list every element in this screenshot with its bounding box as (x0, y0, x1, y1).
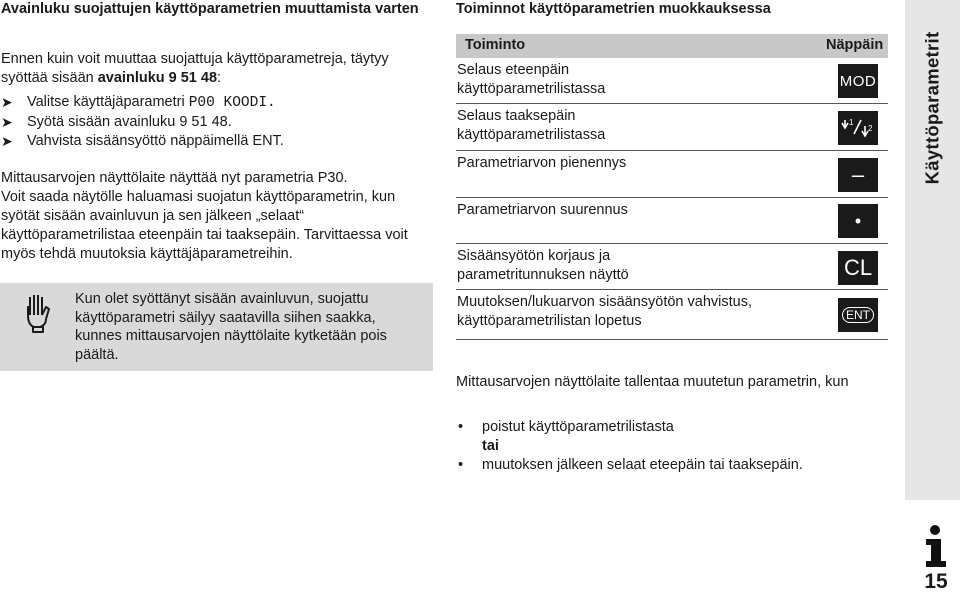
steps-list (1, 93, 431, 151)
row-line2: käyttöparametrilistassa (457, 127, 606, 143)
key-label: – (851, 162, 865, 187)
list-item (456, 418, 876, 437)
bullet-list (456, 418, 876, 475)
conjunction-text: tai (482, 438, 499, 454)
minus-key-button[interactable] (838, 158, 878, 192)
axis-select-icon (841, 114, 875, 143)
step-item (1, 132, 431, 151)
step1-text: Valitse käyttäjäparametri (27, 94, 189, 110)
axis-select-key-button[interactable] (838, 111, 878, 145)
svg-text:2: 2 (868, 123, 873, 133)
intro-end: : (217, 70, 222, 86)
intro-paragraph (1, 50, 431, 88)
row-line1: Selaus eteenpäin (457, 62, 570, 78)
row-text (457, 293, 817, 331)
page-number: 15 (924, 570, 948, 593)
info-icon (914, 523, 960, 569)
table-row (456, 104, 888, 151)
para1-line1: Mittausarvojen näyttölaite näyttää nyt parametria P30. (1, 170, 348, 186)
row-line1: Sisäänsyötön korjaus ja (457, 248, 611, 264)
key-label: • (854, 210, 862, 231)
row-text (457, 154, 817, 173)
pointing-hand-icon (24, 293, 54, 333)
parameter-paragraph (1, 169, 431, 264)
key-label: CL (843, 255, 873, 280)
row-line1: Muutoksen/lukuarvon sisäänsyötön vahvistus, (457, 294, 752, 310)
bullet-text: poistut käyttöparametrilistasta (482, 419, 674, 435)
arrow-bullet-icon: ➤ (1, 94, 13, 110)
note-text: Kun olet syöttänyt sisään avainluvun, suojattu käyttöparametri säilyy saatavilla siihen saakka, kunnes mittausarvojen näyttölaite kytketään pois päältä. (75, 291, 387, 363)
row-text (457, 201, 817, 220)
row-line1: Parametriarvon pienennys (457, 155, 627, 171)
arrow-bullet-icon: ➤ (1, 114, 13, 130)
row-divider (456, 339, 888, 340)
side-tab-label (905, 0, 960, 215)
arrow-bullet-icon: ➤ (1, 133, 13, 149)
row-line1: Selaus taaksepäin (457, 108, 576, 124)
list-item (456, 456, 876, 475)
intro-keycode: avainluku 9 51 48 (97, 70, 218, 86)
mod-key-button[interactable] (838, 64, 878, 98)
clear-key-button[interactable] (838, 251, 878, 285)
section-title-toiminnot: Toiminnot käyttöparametrien muokkauksessa (456, 1, 771, 17)
step3-text: Vahvista sisäänsyöttö näppäimellä ENT. (27, 133, 284, 149)
column-header-key: Näppäin (826, 37, 884, 53)
save-paragraph: Mittausarvojen näyttölaite tallentaa muutetun parametrin, kun (456, 374, 849, 390)
table-row (456, 151, 888, 198)
svg-text:1: 1 (849, 117, 854, 127)
bullet-text: muutoksen jälkeen selaat eteepäin tai taaksepäin. (482, 457, 803, 473)
column-header-function: Toiminto (465, 37, 526, 53)
row-line2: parametritunnuksen näyttö (457, 267, 629, 283)
table-row (456, 198, 888, 244)
intro-text: Ennen kuin voit muuttaa suojattuja käyttöparametreja, täytyy syöttää sisään (1, 51, 389, 86)
step-item (1, 93, 431, 113)
row-text (457, 247, 817, 285)
step2-text: Syötä sisään avainluku 9 51 48. (27, 114, 232, 130)
bullet-dot-icon: • (458, 419, 464, 435)
row-line2: käyttöparametrilistassa (457, 81, 606, 97)
key-label: ENT (842, 307, 874, 323)
table-row (456, 58, 888, 104)
step1-code: P00 KOODI. (188, 95, 276, 111)
enter-key-button[interactable] (838, 298, 878, 332)
section-title-avainluku: Avainluku suojattujen käyttöparametrien muuttamista varten (1, 1, 419, 17)
row-line2: käyttöparametrilistan lopetus (457, 313, 642, 329)
para1-rest: Voit saada näytölle haluamasi suojatun käyttöparametrin, kun syötät sisään avainluvun ja sen jälkeen „selaat“ käyttöparametrilistaa eteenpäin tai taaksepäin. Tarvittaessa voit myös tehdä muutoksia käyttäjäparametreihin. (1, 189, 408, 262)
table-row (456, 244, 888, 290)
row-text (457, 107, 817, 145)
decimal-point-key-button[interactable] (838, 204, 878, 238)
table-row (456, 290, 888, 340)
row-line1: Parametriarvon suurennus (457, 202, 628, 218)
side-tab-text: Käyttöparametrit (921, 31, 943, 184)
key-label: MOD (839, 72, 877, 90)
row-text (457, 61, 817, 99)
bullet-dot-icon: • (458, 457, 464, 473)
step-item (1, 113, 431, 132)
